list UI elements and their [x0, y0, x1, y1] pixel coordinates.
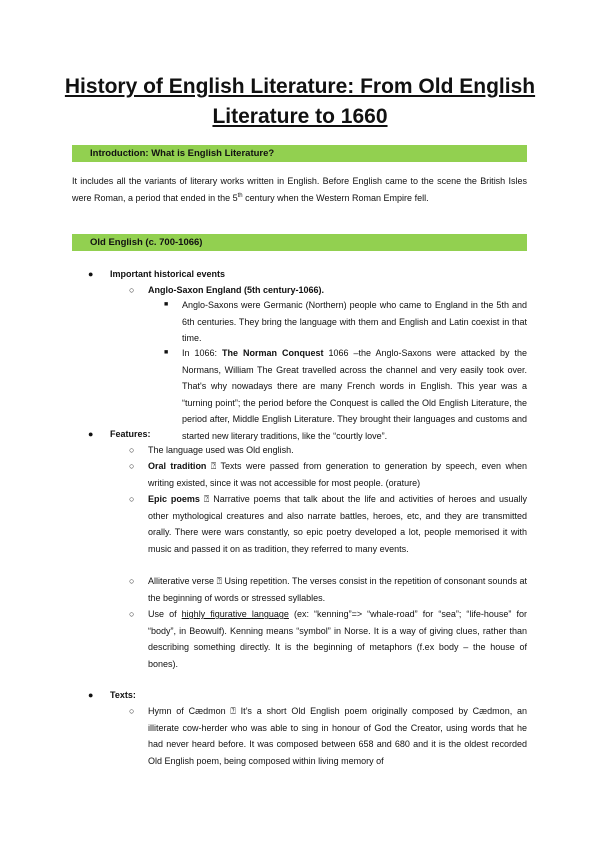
title-line-2: Literature to 1660	[212, 105, 388, 128]
bullet-circle: ○	[129, 285, 135, 295]
intro-line-1: It includes all the variants of literary works written in English. Before English came to the scene the	[72, 176, 477, 186]
epic-poems-term: Epic poems	[148, 494, 200, 504]
feature-figurative-language	[148, 606, 527, 672]
feature-alliterative-verse: Alliterative verse ⍰ Using repetition. The verses consist in the repetition of consonant sounds at the beginning of words or stressed syllables.	[148, 576, 527, 603]
norman-rest: 1066 –the Anglo-Saxons were attacked by the Normans, William The Great travelled across the channel and very easily took over. That's why nowadays there are many French words in English. This year was a “turning point”; the period before the Conquest is called the Old English Literature, the period after, Middle English Literature. They brought their languages and customs and started new literary traditions, like the “courtly love”.	[182, 348, 527, 441]
intro-line-2b: century when the Western Roman Empire	[242, 192, 413, 203]
feature-language: The language used was Old english.	[148, 445, 294, 455]
figurative-pre: Use of	[148, 609, 182, 619]
features-heading: Features:	[110, 429, 151, 439]
texts-heading: Texts:	[110, 690, 136, 700]
intro-paragraph	[72, 173, 527, 206]
section-heading-introduction: Introduction: What is English Literature?	[72, 145, 527, 162]
bullet-disc: ●	[88, 690, 94, 700]
anglo-saxon-heading: Anglo-Saxon England (5th century-1066).	[148, 285, 325, 295]
bullet-square: ■	[164, 349, 169, 356]
section-heading-old-english: Old English (c. 700-1066)	[72, 234, 527, 251]
bullet-circle: ○	[129, 494, 135, 504]
title-line-1: History of English Literature: From Old English	[64, 75, 536, 98]
bullet-disc: ●	[88, 429, 94, 439]
norman-conquest-item	[182, 345, 527, 444]
bullet-circle: ○	[129, 461, 135, 471]
bullet-circle: ○	[129, 609, 135, 619]
norman-pre: In 1066:	[182, 348, 222, 358]
figurative-term: highly figurative language	[181, 609, 289, 619]
bullet-circle: ○	[129, 445, 135, 455]
oral-tradition-term: Oral tradition	[148, 461, 207, 471]
bullet-circle: ○	[129, 706, 135, 716]
figurative-text: (ex: “kenning”=> “whale-road” for “sea”; “life-house” for “body”, in Beowulf). Kenning means “symbol” in Norse. It is a way of giving clues, rather than describing something directly. It is the beginning of metaphors (f.ex body – the house of bones).	[148, 609, 528, 669]
bullet-square: ■	[164, 301, 169, 308]
page-title	[60, 72, 540, 132]
intro-line-2a: British Isles were Roman, a period that ended in the 5	[72, 176, 527, 203]
feature-epic-poems	[148, 491, 527, 557]
anglo-saxon-item: Anglo-Saxons were Germanic (Northern) people who came to England in the 5th and 6th centuries. They bring the language with them and English and Latin coexist in that time.	[182, 300, 527, 343]
historical-heading: Important historical events	[110, 269, 226, 279]
oral-tradition-text: ⍰ Texts were passed from generation to generation by speech, even when writing existed, since it was not accessible for most people. (orature)	[148, 461, 527, 488]
intro-line-2-sup: th	[237, 192, 243, 199]
text-hymn-of-caedmon: Hymn of Cædmon ⍰ It’s a short Old English poem originally composed by Cædmon, an illiterate cow-herder who was able to sing in honour of God the Creator, using words that he had never heard before. It was composed between 658 and 680 and it is the oldest recorded Old English poem, being composed within living memory of	[148, 706, 527, 766]
intro-line-3: fell.	[414, 192, 429, 203]
feature-oral-tradition	[148, 458, 527, 491]
bullet-disc: ●	[88, 269, 94, 279]
norman-conquest-term: The Norman Conquest	[222, 348, 324, 358]
bullet-circle: ○	[129, 576, 135, 586]
epic-poems-text: ⍰ Narrative poems that talk about the life and activities of heroes and usually other mythological creatures and also narrate battles, heroes, etc, and they are transmitted orally. There were wars constantly, so epic poetry developed a lot, people memorised it with music and passed it on as tradition, they referred to many events.	[148, 494, 527, 554]
